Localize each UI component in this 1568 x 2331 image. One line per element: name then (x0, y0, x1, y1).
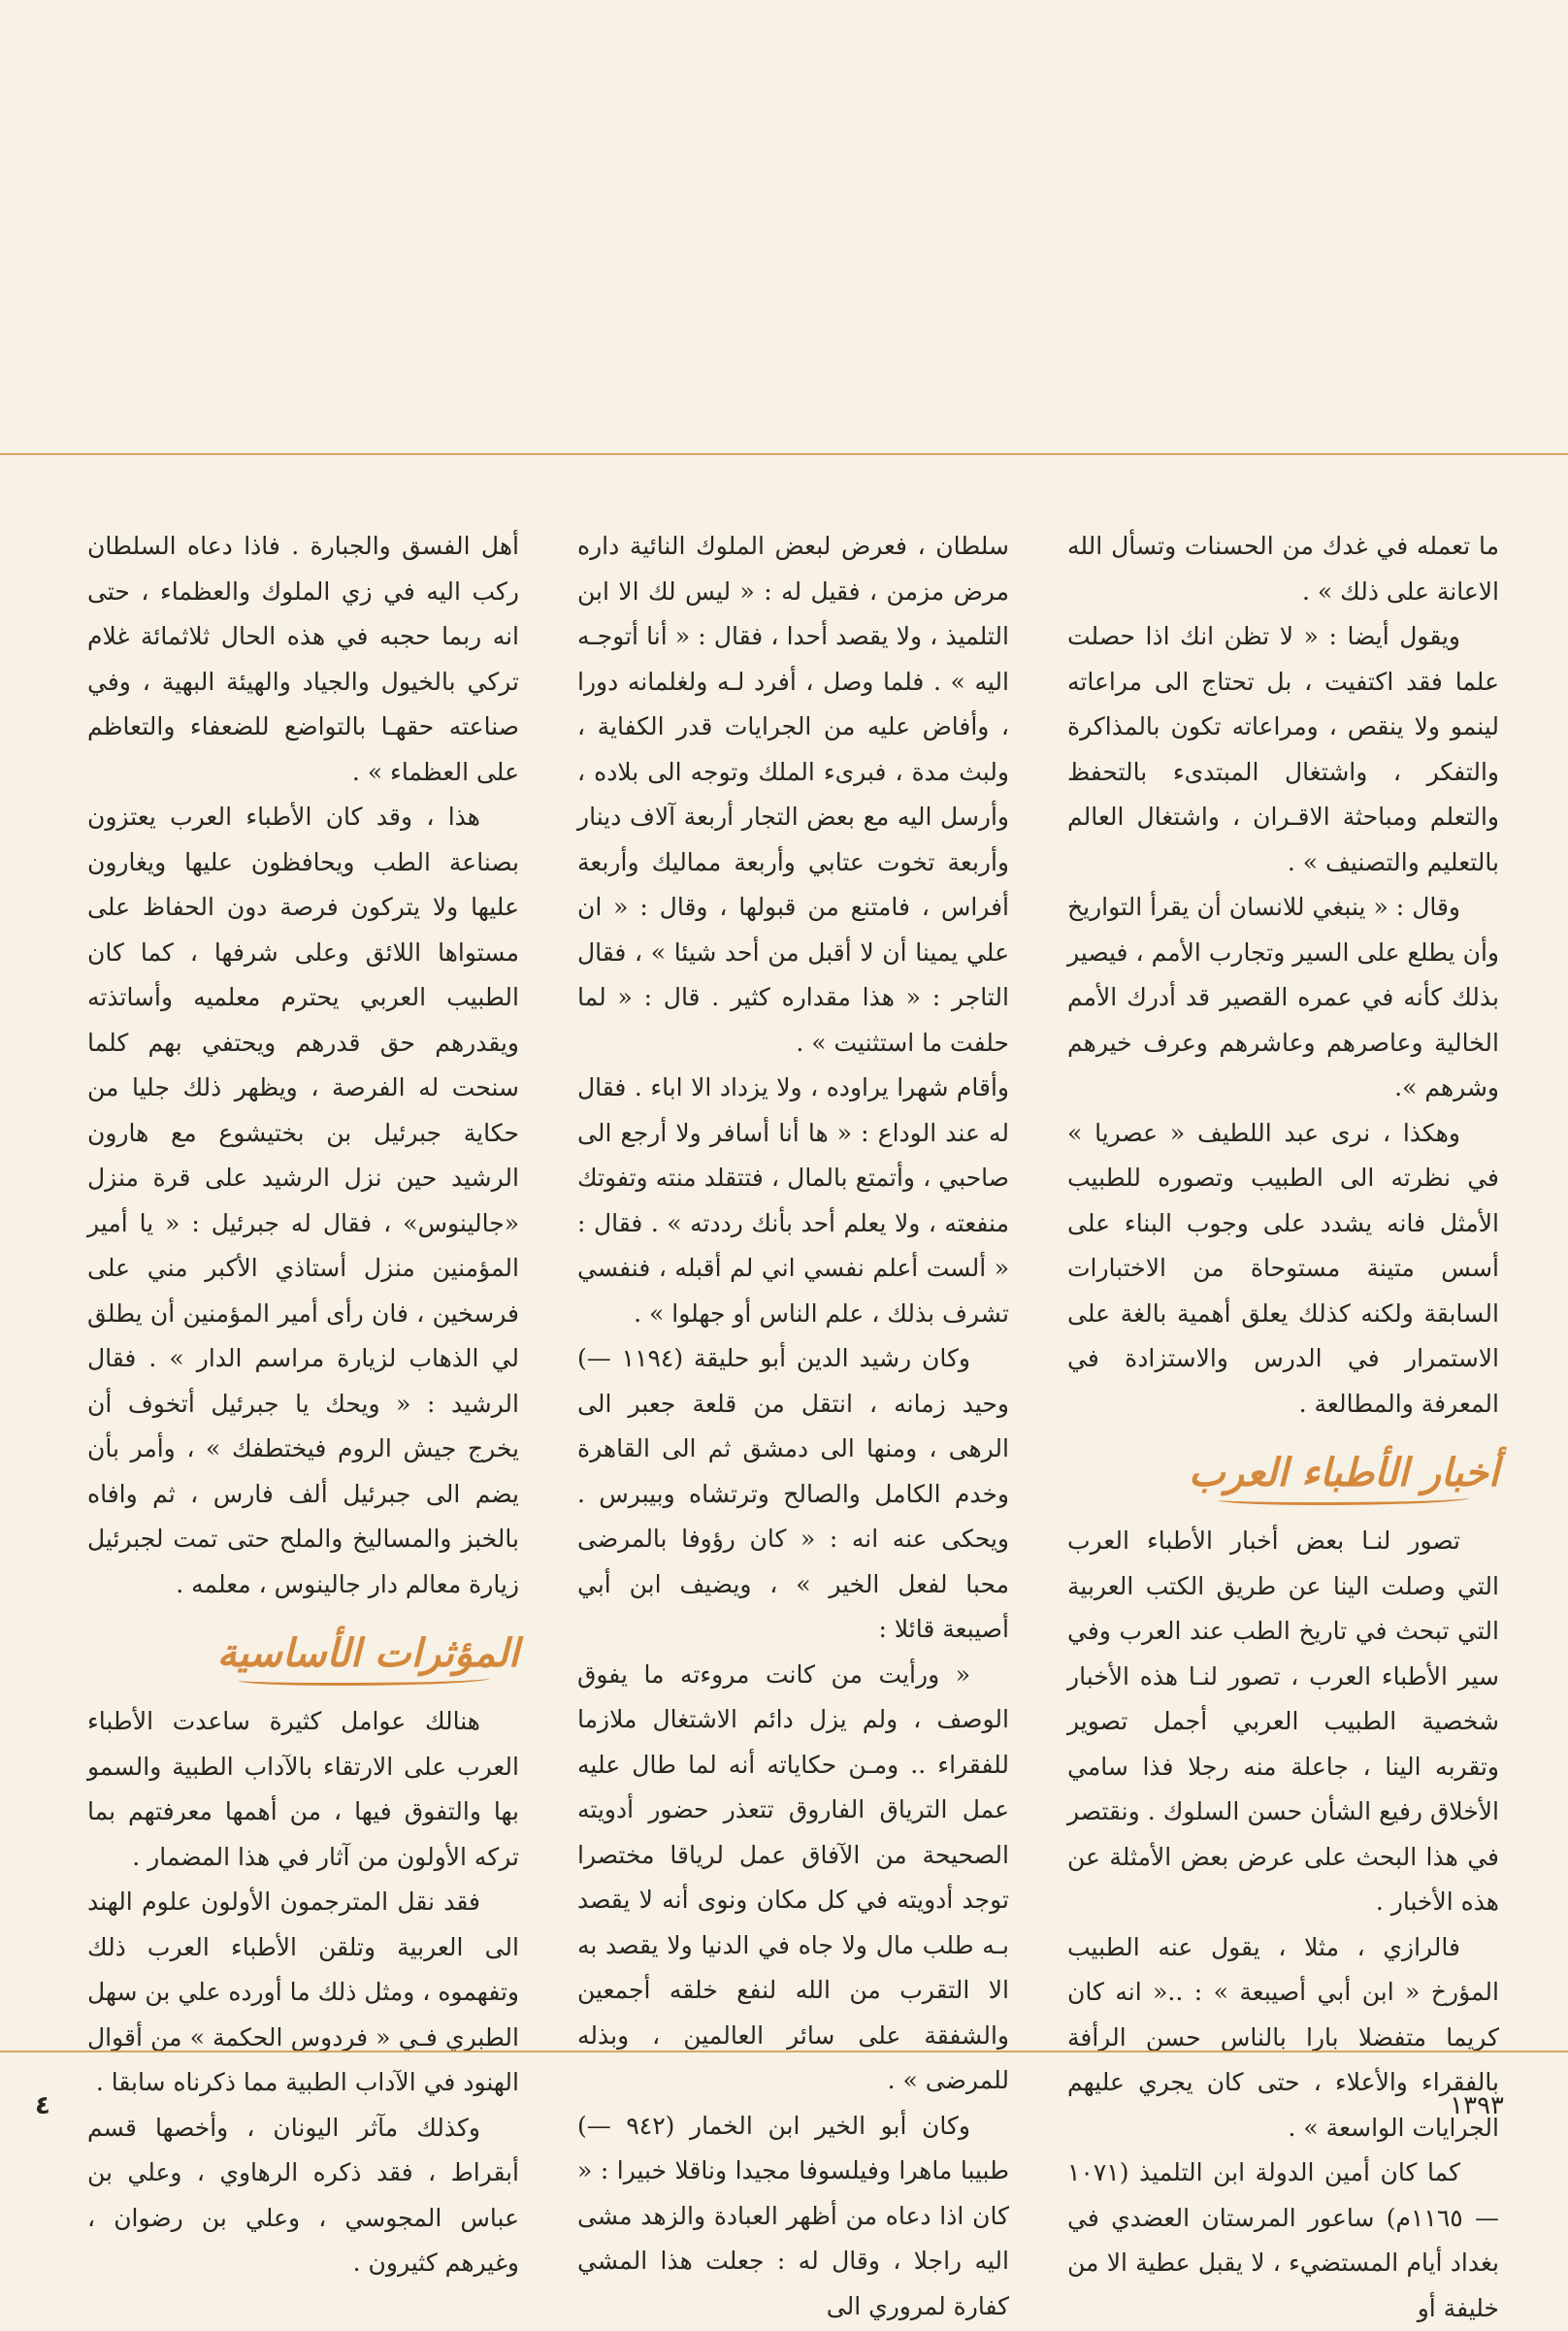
paragraph: ويقول أيضا : « لا تظن انك اذا حصلت علما فقد اكتفيت ، بل تحتاج الى مراعاته لينمو ولا ينقص ، ومراعاته تكون بالمذاكرة والتفكر ، واشتغال المبتدىء بالتحفظ والتعلم ومباحثة الاقـران ، واشتغال العالم بالتعليم والتصنيف » . (1067, 622, 1499, 876)
paragraph: تصور لنـا بعض أخبار الأطباء العرب التي وصلت الينا عن طريق الكتب العربية التي تبحث في تاريخ الطب عند العرب وفي سير الأطباء العرب ، تصور لنـا هذه الأخبار شخصية الطبيب العربي أجمل تصوير وتقربه الينا ، جاعلة منه رجلا فذا سامي الأخلاق رفيع الشأن حسن السلوك . ونقتصر في هذا البحث على عرض بعض الأمثلة عن هذه الأخبار . (1067, 1527, 1499, 1916)
paragraph: ما تعمله في غدك من الحسنات وتسأل الله الاعانة على ذلك » . (1067, 532, 1499, 606)
section-heading-text: أخبار الأطباء العرب (1189, 1450, 1499, 1495)
top-rule (0, 453, 1568, 455)
paragraph: هنالك عوامل كثيرة ساعدت الأطباء العرب على الارتقاء بالآداب الطبية والسمو بها والتفوق فيها ، من أهمها معرفتهم بما تركه الأولون من آثار في هذا المضمار . (87, 1707, 519, 1871)
paragraph: فالرازي ، مثلا ، يقول عنه الطبيب المؤرخ « ابن أبي أصيبعة » : ..« انه كان كريما متفضلا بارا بالناس حسن الرأفة بالفقراء والأعلاء ، حتى كان يجري عليهم الجرايات الواسعة » . (1067, 1932, 1499, 2142)
column-middle (577, 524, 1009, 2320)
paragraph: وأقام شهرا يراوده ، ولا يزداد الا اباء . فقال له عند الوداع : « ها أنا أسافر ولا أرجع الى صاحبي ، وأتمتع بالمال ، فتتقلد منته وتفوتك منفعته ، ولا يعلم أحد بأنك رددته » . فقال : « ألست أعلم نفسي اني لم أقبله ، فنفسي تشرف بذلك ، علم الناس أو جهلوا » . (577, 1073, 1009, 1328)
column-left (87, 524, 519, 2277)
paragraph: وهكذا ، نرى عبد اللطيف « عصريا » في نظرته الى الطبيب وتصوره للطبيب الأمثل فانه يشدد على وجوب البناء على أسس متينة مستوحاة من الاختبارات السابقة ولكنه كذلك يعلق أهمية بالغة على الاستمرار في الدرس والاستزادة في المعرفة والمطالعة . (1067, 1118, 1499, 1418)
paragraph: وكذلك مآثر اليونان ، وأخصها قسم أبقراط ، فقد ذكره الرهاوي ، وعلي بن عباس المجوسي ، وعلي بن رضوان ، وغيرهم كثيرون . (87, 2113, 519, 2277)
section-heading (87, 1621, 519, 1686)
paragraph: كما كان أمين الدولة ابن التلميذ (١٠٧١ — ١١٦٥م) ساعور المرستان العضدي في بغداد أيام المستضيء ، لا يقبل عطية الا من خليفة أو (1067, 2158, 1499, 2322)
paragraph: سلطان ، فعرض لبعض الملوك النائية داره مرض مزمن ، فقيل له : « ليس لك الا ابن التلميذ ، ولا يقصد أحدا ، فقال : « أنا أتوجـه اليه » . فلما وصل ، أفرد لـه ولغلمانه دورا ، وأفاض عليه من الجرايات قدر الكفاية ، ولبث مدة ، فبرىء الملك وتوجه الى بلاده ، وأرسل اليه مع بعض التجار أربعة آلاف دينار وأربعة تخوت عتابي وأربعة مماليك وأربعة أفراس ، فامتنع من قبولها ، وقال : « ان علي يمينا أن لا أقبل من أحد شيئا » ، فقال التاجر : « هذا مقداره كثير . قال : « لما حلفت ما استثنيت » . (577, 532, 1009, 1057)
paragraph: هذا ، وقد كان الأطباء العرب يعتزون بصناعة الطب ويحافظون عليها ويغارون عليها ولا يتركون فرصة دون الحفاظ على مستواها اللائق وعلى شرفها ، كما كان الطبيب العربي يحترم معلميه وأساتذته ويقدرهم حق قدرهم ويحتفي بهم كلما سنحت له الفرصة ، ويظهر ذلك جليا من حكاية جبرئيل بن بختيشوع مع هارون الرشيد حين نزل الرشيد على قرة منزل «جالينوس» ، فقال له جبرئيل : « يا أمير المؤمنين منزل أستاذي الأكبر مني على فرسخين ، فان رأى أمير المؤمنين أن يطلق لي الذهاب لزيارة مراسم الدار » . فقال الرشيد : « ويحك يا جبرئيل أتخوف أن يخرج جيش الروم فيختطفك » ، وأمر بأن يضم الى جبرئيل ألف فارس ، ثم وافاه بالخبز والمساليخ والملح حتى تمت لجبرئيل زيارة معالم دار جالينوس ، معلمه . (87, 803, 519, 1598)
paragraph: وكان رشيد الدين أبو حليقة (١١٩٤ —) وحيد زمانه ، انتقل من قلعة جعبر الى الرهى ، ومنها الى دمشق ثم الى القاهرة وخدم الكامل والصالح وترتشاه وبيبرس . ويحكى عنه انه : « كان رؤوفا بالمرضى محبا لفعل الخير » ، ويضيف ابن أبي أصيبعة قائلا : (577, 1344, 1009, 1643)
paragraph: أهل الفسق والجبارة . فاذا دعاه السلطان ركب اليه في زي الملوك والعظماء ، حتى انه ربما حجبه في هذه الحال ثلاثمائة غلام تركي بالخيول والجياد والهيئة البهية ، وفي صناعته حقهـا بالتواضع للضعفاء والتعاظم على العظماء » . (87, 532, 519, 786)
issue-number: ١٣٩٣ (1450, 2091, 1504, 2120)
page-number: ٤ (35, 2091, 50, 2120)
paragraph: وقال : « ينبغي للانسان أن يقرأ التواريخ وأن يطلع على السير وتجارب الأمم ، فيصير بذلك كأنه في عمره القصير قد أدرك الأمم الخالية وعاصرهم وعاشرهم وعرف خيرهم وشرهم ». (1067, 893, 1499, 1101)
paragraph: وكان أبو الخير ابن الخمار (٩٤٢ —) طبيبا ماهرا وفيلسوفا مجيدا وناقلا خبيرا : « كان اذا دعاه من أظهر العبادة والزهد مشى اليه راجلا ، وقال له : جعلت هذا المشي كفارة لمروري الى (577, 2111, 1009, 2320)
section-heading-text: المؤثرات الأساسية (216, 1630, 519, 1676)
paragraph: « ورأيت من كانت مروءته ما يفوق الوصف ، ولم يزل دائم الاشتغال ملازما للفقراء .. ومـن حكاياته أنه لما طال عليه عمل الترياق الفاروق تتعذر حضور أدويته الصحيحة من الآفاق عمل لرياقا مختصرا توجد أدويته في كل مكان ونوى أنه لا يقصد بـه طلب مال ولا جاه في الدنيا ولا يقصد به الا التقرب من الله لنفع خلقه أجمعين والشفقة على سائر العالمين ، وبذله للمرضى » . (577, 1659, 1009, 2094)
section-heading (1067, 1440, 1499, 1505)
paragraph: فقد نقل المترجمون الأولون علوم الهند الى العربية وتلقن الأطباء العرب ذلك وتفهموه ، ومثل ذلك ما أورده علي بن سهل الطبري فـي « فردوس الحكمة » من أقوال الهنود في الآداب الطبية مما ذكرناه سابقا . (87, 1888, 519, 2096)
bottom-rule (0, 2051, 1568, 2052)
